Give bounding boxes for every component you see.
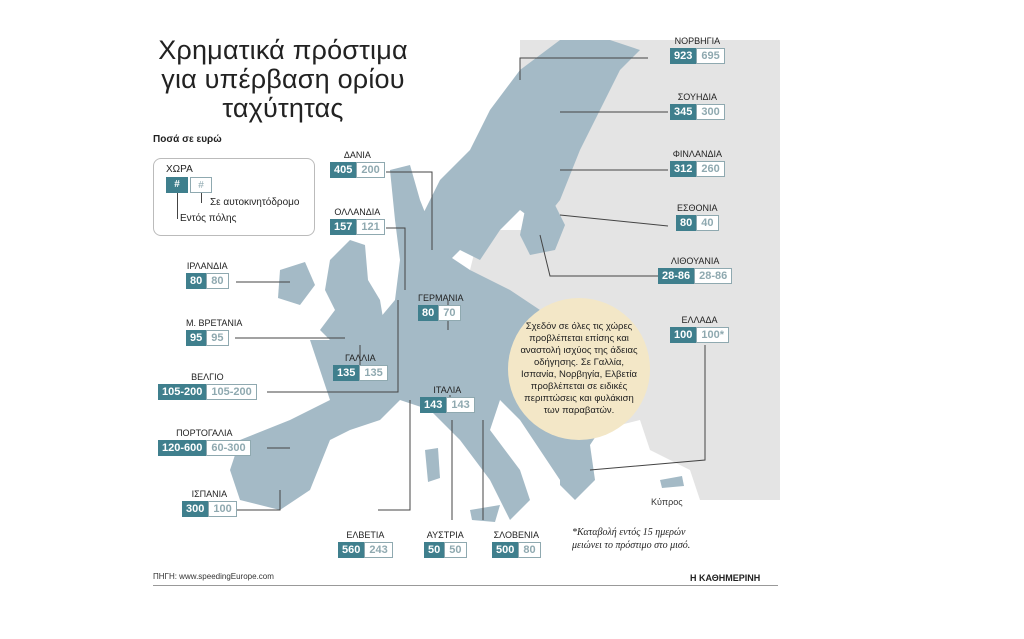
country-belgium — [158, 372, 257, 400]
motorway-fine: 695 — [696, 48, 724, 64]
country-name: ΦΙΝΛΑΝΔΙΑ — [672, 149, 722, 159]
motorway-fine: 143 — [446, 397, 474, 413]
country-austria — [424, 530, 467, 558]
ireland-land — [278, 262, 315, 305]
country-name: ΣΛΟΒΕΝΙΑ — [493, 530, 539, 540]
legend-line-motorway — [201, 193, 202, 203]
motorway-fine: 28-86 — [694, 268, 732, 284]
title-line-2: για υπέρβαση ορίου — [161, 64, 405, 94]
motorway-fine: 50 — [444, 542, 466, 558]
country-germany — [418, 293, 463, 321]
map-title — [153, 36, 413, 123]
motorway-fine: 80 — [206, 273, 228, 289]
source-credit: ΠΗΓΗ: www.speedingEurope.com — [153, 572, 274, 581]
legend-box — [153, 158, 315, 236]
country-greece — [670, 315, 729, 343]
legend-city-text: Εντός πόλης — [180, 213, 237, 224]
country-name: ΕΛΒΕΤΙΑ — [346, 530, 385, 540]
cyprus-land — [660, 476, 684, 488]
country-name: ΙΣΠΑΝΙΑ — [191, 489, 228, 499]
country-sweden — [670, 92, 725, 120]
legend-line-city — [177, 193, 178, 219]
legend-motorway-text: Σε αυτοκινητόδρομο — [210, 197, 300, 208]
city-fine: 312 — [670, 161, 696, 177]
country-britain — [186, 318, 242, 346]
city-fine: 100 — [670, 327, 696, 343]
country-portugal — [158, 428, 251, 456]
city-fine: 923 — [670, 48, 696, 64]
motorway-fine: 243 — [364, 542, 392, 558]
city-fine: 345 — [670, 104, 696, 120]
city-fine: 80 — [676, 215, 696, 231]
country-finland — [670, 149, 725, 177]
country-name: ΠΟΡΤΟΓΑΛΙΑ — [176, 428, 233, 438]
country-name: Μ. ΒΡΕΤΑΝΙΑ — [186, 318, 243, 328]
motorway-fine: 200 — [356, 162, 384, 178]
publisher-brand: Η ΚΑΘΗΜΕΡΙΝΗ — [690, 573, 761, 583]
country-name: ΓΕΡΜΑΝΙΑ — [418, 293, 464, 303]
city-fine: 28-86 — [658, 268, 694, 284]
sardinia-land — [425, 448, 440, 482]
cyprus-label: Κύπρος — [651, 497, 683, 507]
country-name: ΒΕΛΓΙΟ — [191, 372, 224, 382]
city-fine: 143 — [420, 397, 446, 413]
country-norway — [670, 36, 725, 64]
city-fine: 135 — [333, 365, 359, 381]
subtitle: Ποσά σε ευρώ — [153, 134, 222, 145]
title-line-3: ταχύτητας — [222, 93, 344, 123]
city-fine: 560 — [338, 542, 364, 558]
note-circle — [508, 298, 650, 440]
country-name: ΑΥΣΤΡΙΑ — [426, 530, 464, 540]
country-name: ΝΟΡΒΗΓΙΑ — [674, 36, 721, 46]
motorway-fine: 105-200 — [206, 384, 256, 400]
country-name: ΙΡΛΑΝΔΙΑ — [186, 261, 228, 271]
country-switzerland — [338, 530, 393, 558]
country-netherlands — [330, 207, 385, 235]
motorway-fine: 70 — [438, 305, 460, 321]
country-italy — [420, 385, 475, 413]
motorway-fine: 260 — [696, 161, 724, 177]
city-fine: 157 — [330, 219, 356, 235]
country-name: ΕΣΘΟΝΙΑ — [676, 203, 718, 213]
motorway-fine: 121 — [356, 219, 384, 235]
country-ireland — [186, 261, 229, 289]
city-fine: 120-600 — [158, 440, 206, 456]
country-name: ΟΛΛΑΝΔΙΑ — [334, 207, 381, 217]
country-denmark — [330, 150, 385, 178]
city-fine: 80 — [418, 305, 438, 321]
country-name: ΙΤΑΛΙΑ — [433, 385, 462, 395]
country-name: ΣΟΥΗΔΙΑ — [677, 92, 717, 102]
legend-city-swatch: # — [166, 177, 188, 193]
sicily-land — [470, 505, 500, 522]
city-fine: 50 — [424, 542, 444, 558]
city-fine: 300 — [182, 501, 208, 517]
greece-land — [560, 445, 595, 500]
legend-motorway-swatch: # — [190, 177, 212, 193]
country-france — [333, 353, 388, 381]
motorway-fine: 100 — [208, 501, 236, 517]
country-slovenia — [492, 530, 541, 558]
city-fine: 405 — [330, 162, 356, 178]
country-name: ΛΙΘΟΥΑΝΙΑ — [670, 256, 720, 266]
country-name: ΕΛΛΑΔΑ — [681, 315, 718, 325]
motorway-fine: 135 — [359, 365, 387, 381]
city-fine: 500 — [492, 542, 518, 558]
motorway-fine: 100* — [696, 327, 729, 343]
country-lithuania — [658, 256, 732, 284]
motorway-fine: 40 — [696, 215, 718, 231]
motorway-fine: 300 — [696, 104, 724, 120]
country-name: ΔΑΝΙΑ — [343, 150, 371, 160]
bottom-rule — [153, 585, 778, 586]
country-spain — [182, 489, 237, 517]
legend-country-label: ΧΩΡΑ — [166, 164, 193, 175]
city-fine: 95 — [186, 330, 206, 346]
city-fine: 80 — [186, 273, 206, 289]
city-fine: 105-200 — [158, 384, 206, 400]
country-name: ΓΑΛΛΙΑ — [345, 353, 376, 363]
note-text: Σχεδόν σε όλες τις χώρες προβλέπεται επίσης και αναστολή ισχύος της άδειας οδήγησης. Σε Γαλλία, Ισπανία, Νορβηγία, Ελβετία προβλέπεται σε ειδικές περιπτώσεις και φυλάκιση των παραβατών. — [520, 321, 638, 416]
title-line-1: Χρηματικά πρόστιμα — [158, 35, 408, 65]
country-estonia — [676, 203, 719, 231]
footnote: *Καταβολή εντός 15 ημερών μειώνει το πρόστιμο στο μισό. — [572, 527, 691, 551]
motorway-fine: 95 — [206, 330, 228, 346]
motorway-fine: 80 — [518, 542, 540, 558]
motorway-fine: 60-300 — [206, 440, 250, 456]
